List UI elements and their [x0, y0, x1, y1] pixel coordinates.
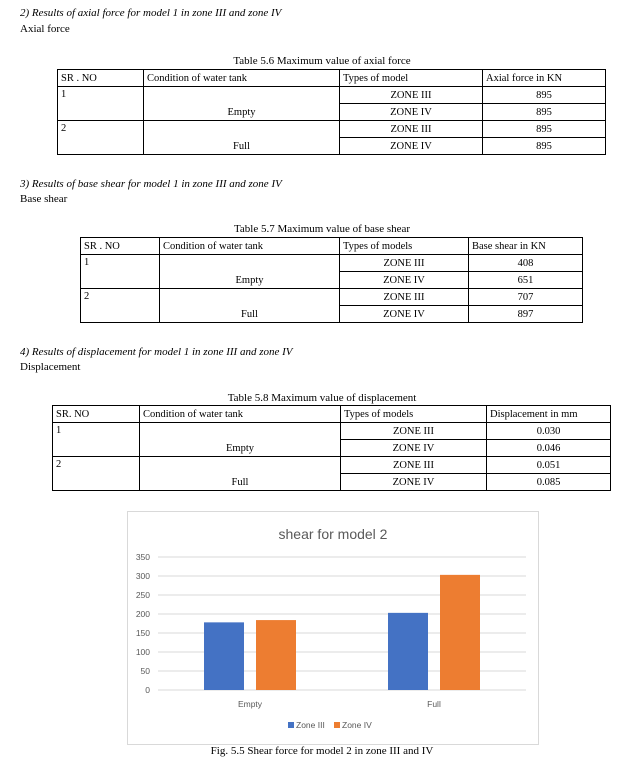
y-tick-label: 250 — [135, 590, 150, 600]
zone-cell: ZONE IV — [340, 272, 469, 289]
value-cell: 895 — [483, 138, 606, 155]
y-tick-label: 0 — [145, 685, 150, 695]
header-sr-no: SR . NO — [58, 70, 144, 87]
value-cell: 895 — [483, 104, 606, 121]
sr-no-cell: 2 — [81, 289, 160, 323]
legend-swatch — [334, 722, 340, 728]
table-row — [58, 121, 606, 138]
value-cell: 0.085 — [487, 474, 611, 491]
y-tick-label: 300 — [135, 571, 150, 581]
figure-caption: Fig. 5.5 Shear force for model 2 in zone III and IV — [210, 745, 434, 757]
section-heading-axial: 2) Results of axial force for model 1 in zone III and zone IV — [20, 7, 282, 19]
header-condition: Condition of water tank — [144, 70, 340, 87]
sr-no-cell: 2 — [53, 457, 140, 491]
table-header-row — [53, 406, 611, 423]
condition-cell: Full — [160, 289, 340, 323]
header-condition: Condition of water tank — [140, 406, 341, 423]
sr-no-cell: 1 — [53, 423, 140, 457]
zone-cell: ZONE III — [341, 423, 487, 440]
header-sr-no: SR . NO — [81, 238, 160, 255]
value-cell: 895 — [483, 87, 606, 104]
value-cell: 895 — [483, 121, 606, 138]
sr-no-cell: 2 — [58, 121, 144, 155]
displacement-table — [52, 405, 611, 491]
table-header-row — [58, 70, 606, 87]
header-condition: Condition of water tank — [160, 238, 340, 255]
condition-cell: Empty — [160, 255, 340, 289]
header-value: Displacement in mm — [487, 406, 611, 423]
condition-cell: Empty — [140, 423, 341, 457]
zone-cell: ZONE III — [340, 87, 483, 104]
value-cell: 408 — [469, 255, 583, 272]
sr-no-cell: 1 — [81, 255, 160, 289]
header-model-type: Types of models — [341, 406, 487, 423]
y-tick-label: 350 — [135, 552, 150, 562]
table-caption-displacement: Table 5.8 Maximum value of displacement — [227, 392, 417, 404]
zone-cell: ZONE IV — [340, 306, 469, 323]
section-subheading-shear: Base shear — [20, 193, 68, 205]
base-shear-table — [80, 237, 583, 323]
zone-cell: ZONE III — [340, 255, 469, 272]
bar-zone-iii-full — [388, 613, 428, 690]
table-caption-shear: Table 5.7 Maximum value of base shear — [233, 223, 411, 235]
zone-cell: ZONE III — [340, 121, 483, 138]
table-row — [53, 423, 611, 440]
section-heading-displacement: 4) Results of displacement for model 1 in zone III and zone IV — [20, 346, 293, 358]
shear-chart — [127, 511, 539, 745]
y-tick-label: 200 — [135, 609, 150, 619]
table-header-row — [81, 238, 583, 255]
value-cell: 707 — [469, 289, 583, 306]
x-tick-label: Full — [427, 699, 441, 709]
table-row — [53, 457, 611, 474]
value-cell: 0.046 — [487, 440, 611, 457]
value-cell: 897 — [469, 306, 583, 323]
header-value: Axial force in KN — [483, 70, 606, 87]
zone-cell: ZONE IV — [341, 440, 487, 457]
header-value: Base shear in KN — [469, 238, 583, 255]
table-row — [58, 87, 606, 104]
bar-zone-iv-empty — [256, 620, 296, 690]
condition-cell: Full — [140, 457, 341, 491]
axial-force-table — [57, 69, 606, 155]
section-subheading-axial: Axial force — [20, 23, 70, 35]
zone-cell: ZONE IV — [340, 138, 483, 155]
zone-cell: ZONE IV — [341, 474, 487, 491]
table-caption-axial: Table 5.6 Maximum value of axial force — [233, 55, 411, 67]
value-cell: 0.030 — [487, 423, 611, 440]
y-tick-label: 50 — [140, 666, 150, 676]
header-model-type: Types of model — [340, 70, 483, 87]
section-subheading-displacement: Displacement — [20, 361, 81, 373]
legend-label: Zone III — [296, 720, 325, 730]
header-sr-no: SR. NO — [53, 406, 140, 423]
bar-zone-iii-empty — [204, 622, 244, 690]
table-row — [81, 289, 583, 306]
shear-chart-svg — [128, 512, 538, 744]
sr-no-cell: 1 — [58, 87, 144, 121]
y-tick-label: 100 — [135, 647, 150, 657]
condition-cell: Full — [144, 121, 340, 155]
value-cell: 651 — [469, 272, 583, 289]
section-heading-shear: 3) Results of base shear for model 1 in zone III and zone IV — [20, 178, 282, 190]
x-tick-label: Empty — [237, 699, 263, 709]
legend-label: Zone IV — [342, 720, 372, 730]
condition-cell: Empty — [144, 87, 340, 121]
table-row — [81, 255, 583, 272]
zone-cell: ZONE IV — [340, 104, 483, 121]
header-model-type: Types of models — [340, 238, 469, 255]
chart-title: shear for model 2 — [278, 526, 388, 542]
value-cell: 0.051 — [487, 457, 611, 474]
zone-cell: ZONE III — [340, 289, 469, 306]
bar-zone-iv-full — [440, 575, 480, 690]
y-tick-label: 150 — [135, 628, 150, 638]
zone-cell: ZONE III — [341, 457, 487, 474]
legend-swatch — [288, 722, 294, 728]
